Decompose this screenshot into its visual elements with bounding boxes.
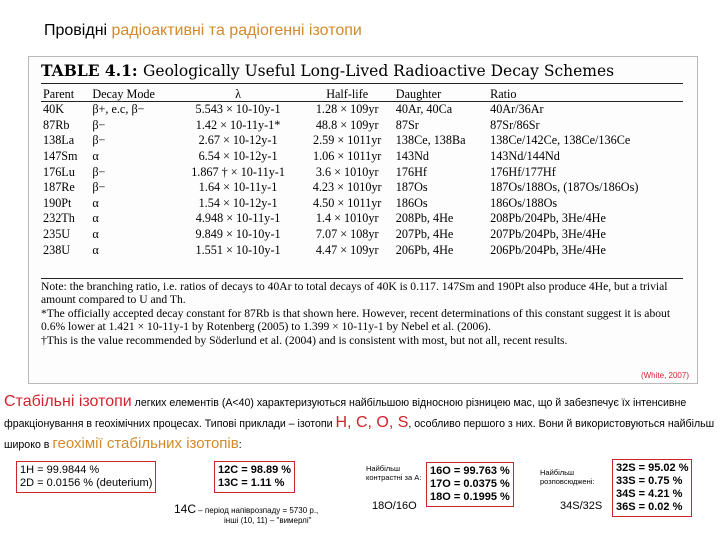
box-line: 1H = 99.9844 %: [20, 464, 100, 476]
table-cell: 87Sr/86Sr: [490, 117, 540, 132]
box-line: 32S = 95.02 %: [616, 462, 689, 474]
table-cell: 87Sr: [395, 117, 419, 132]
note-rb: *The officially accepted decay constant for 87Rb is that shown here. However, recent determinations of this constant suggest it is about 0.6% lower at 1.421 × 10-11y-1 by Rotenberg (2005) to 1.399 × 10-11y-1 by Nebel et al. (2006).: [41, 306, 671, 334]
box-line: 34S = 4.21 %: [616, 488, 683, 500]
box-line: 33S = 0.75 %: [616, 475, 683, 487]
table-row: [41, 118, 683, 134]
table-rule-top: [41, 83, 683, 84]
hydrogen-box: [16, 461, 156, 493]
table-cell: β−: [92, 180, 106, 195]
table-cell: 138Ce/142Ce, 138Ce/136Ce: [490, 133, 631, 148]
table-cell: β+, e.c, β−: [92, 102, 145, 117]
c14-note: 14C – період напіврозпаду = 5730 р., інші (10, 11) – "вимерлі": [174, 502, 319, 525]
table-cell: β−: [92, 133, 106, 148]
table-cell: 176Hf: [395, 164, 427, 179]
table-cell: 48.8 × 109yr: [315, 117, 379, 132]
table-cell: 207Pb/204Pb, 3He/4He: [490, 227, 606, 242]
table-row: [41, 180, 683, 196]
table-cell: 176Lu: [43, 164, 75, 179]
table-cell: β−: [92, 164, 106, 179]
table-notes: [41, 280, 683, 347]
table-cell: 1.28 × 109yr: [315, 102, 379, 117]
table-cell: 4.948 × 10-11y-1: [195, 211, 281, 226]
table-cell: 235U: [43, 227, 71, 242]
table-cell: 2.67 × 10-12y-1: [198, 133, 278, 148]
table-cell: 208Pb, 4He: [395, 211, 454, 226]
table-body: [41, 102, 683, 258]
figure-title: TABLE 4.1: Geologically Useful Long-Lived Radioactive Decay Schemes: [41, 61, 615, 80]
col-header: Half-life: [326, 87, 369, 101]
table-cell: 40Ar/36Ar: [490, 102, 544, 117]
table-cell: α: [92, 149, 99, 164]
oxygen-box: [426, 462, 514, 507]
table-row: [41, 149, 683, 165]
table-cell: β−: [92, 117, 106, 132]
table-cell: 207Pb, 4He: [395, 227, 454, 242]
table-cell: 238U: [43, 242, 71, 257]
table-cell: 2.59 × 1011yr: [313, 133, 382, 148]
table-cell: α: [92, 195, 99, 210]
table-cell: 1.551 × 10-10y-1: [195, 242, 281, 257]
table-row: [41, 196, 683, 212]
table-row: [41, 211, 683, 227]
table-cell: 1.06 × 1011yr: [313, 149, 382, 164]
box-line: 18O = 0.1995 %: [430, 491, 510, 503]
table-cell: 206Pb, 4He: [395, 242, 454, 257]
stable-heading: Стабільні ізотопи: [4, 393, 132, 410]
carbon-box: [214, 461, 295, 493]
table-cell: 40K: [43, 102, 64, 117]
table-row: [41, 227, 683, 243]
table-cell: 187Os/188Os, (187Os/186Os): [490, 180, 639, 195]
table-cell: 143Nd: [395, 149, 429, 164]
table-cell: 143Nd/144Nd: [490, 149, 560, 164]
decay-table-figure: [28, 56, 698, 384]
table-cell: α: [92, 227, 99, 242]
table-cell: 4.23 × 1010yr: [312, 180, 382, 195]
table-cell: 147Sm: [43, 149, 78, 164]
table-cell: 208Pb/204Pb, 3He/4He: [490, 211, 606, 226]
oxygen-side-note: Найбільш контрастні за А:: [366, 464, 422, 482]
table-cell: 6.54 × 10-12y-1: [198, 149, 278, 164]
note-branching: Note: the branching ratio, i.e. ratios of decays to 40Ar to total decays of 40K is 0.117. 147Sm and 190Pt also produce 4He, but a trivial amount compared to U and Th.: [41, 280, 668, 307]
table-cell: α: [92, 211, 99, 226]
table-cell: 232Th: [43, 211, 75, 226]
sulfur-box: [612, 459, 692, 517]
elements-list: H, C, O, S: [335, 414, 409, 431]
table-row: [41, 242, 683, 258]
table-cell: 7.07 × 108yr: [315, 227, 379, 242]
decay-table: [41, 87, 683, 258]
table-row: [41, 133, 683, 149]
geochem-term: геохімії стабільних ізотопів: [52, 435, 239, 452]
table-cell: 1.867 † × 10-11y-1: [191, 164, 285, 179]
table-cell: 40Ar, 40Ca: [395, 102, 453, 117]
table-cell: 138La: [43, 133, 75, 148]
box-line: 36S = 0.02 %: [616, 501, 683, 513]
table-cell: 9.849 × 10-10y-1: [195, 227, 281, 242]
slide-title: Провідні радіоактивні та радіогенні ізотопи: [44, 22, 362, 39]
table-cell: 1.42 × 10-11y-1*: [195, 117, 281, 132]
box-line: 13C = 1.11 %: [218, 477, 285, 489]
figure-title-label: TABLE 4.1:: [41, 61, 144, 80]
sulfur-ratio: 34S/32S: [560, 500, 603, 512]
box-line: 2D = 0.0156 % (deuterium): [20, 477, 153, 489]
table-cell: 4.50 × 1011yr: [313, 195, 382, 210]
c14-line2: інші (10, 11) – "вимерлі": [224, 516, 312, 525]
table-cell: 1.4 × 1010yr: [315, 211, 379, 226]
table-cell: 187Re: [43, 180, 75, 195]
credit: (White, 2007): [640, 371, 689, 380]
sulfur-side-note: Найбільш розповсюджені:: [540, 468, 595, 486]
table-cell: 1.64 × 10-11y-1: [198, 180, 278, 195]
col-header: Decay Mode: [92, 87, 155, 101]
table-cell: 87Rb: [43, 117, 70, 132]
stable-isotopes-paragraph: Стабільні ізотопи легких елементів (A<40) характеризуються найбільшою відносною різницею мас, що й забезпечує їх інтенсивне фракціонування в геохімічних процесах. Типові приклади – ізотопи H, C, O, S, особливо першого з них. Вони й використовуються найбільш широко в геохімії стабільних ізотопів:: [4, 393, 715, 452]
col-header: λ: [235, 87, 242, 101]
table-cell: 187Os: [395, 180, 428, 195]
note-lu: †This is the value recommended by Söderlund et al. (2004) and is consistent with most, but not all, recent results.: [41, 333, 568, 347]
table-cell: 5.543 × 10-10y-1: [195, 102, 281, 117]
oxygen-ratio: 18O/16O: [372, 500, 417, 512]
table-cell: 3.6 × 1010yr: [315, 164, 379, 179]
box-line: 16O = 99.763 %: [430, 465, 510, 477]
table-row: [41, 102, 683, 118]
table-cell: 138Ce, 138Ba: [395, 133, 466, 148]
table-cell: 176Hf/177Hf: [490, 164, 556, 179]
col-header: Parent: [43, 87, 75, 101]
box-line: 17O = 0.0375 %: [430, 478, 510, 490]
table-cell: 186Os/188Os: [490, 195, 558, 210]
table-cell: 206Pb/204Pb, 3He/4He: [490, 242, 606, 257]
table-cell: 4.47 × 109yr: [315, 242, 379, 257]
table-header-row: [41, 87, 683, 102]
box-line: 12C = 98.89 %: [218, 464, 292, 476]
col-header: Ratio: [490, 87, 517, 101]
table-row: [41, 164, 683, 180]
table-cell: 1.54 × 10-12y-1: [198, 195, 278, 210]
c14-symbol: 14C: [174, 502, 197, 516]
table-cell: 186Os: [395, 195, 428, 210]
col-header: Daughter: [395, 87, 442, 101]
table-rule-bottom: [41, 278, 683, 279]
table-cell: α: [92, 242, 99, 257]
table-cell: 190Pt: [43, 195, 72, 210]
